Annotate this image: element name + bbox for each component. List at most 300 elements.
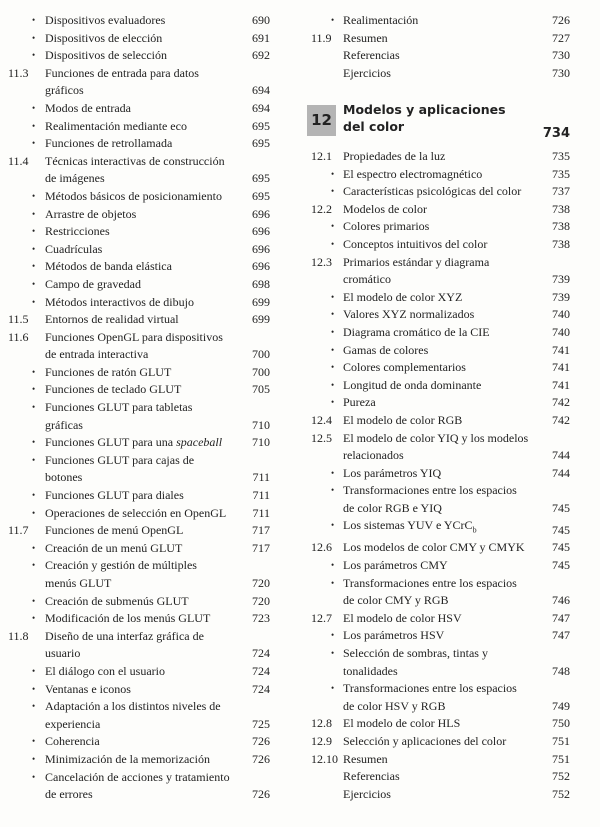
toc-entry[interactable] — [8, 557, 270, 592]
toc-entry[interactable] — [8, 118, 270, 136]
entry-title-line — [45, 452, 270, 470]
toc-entry[interactable] — [8, 681, 270, 699]
toc-entry[interactable] — [311, 786, 570, 804]
section-number: 12.4 — [311, 412, 332, 427]
page-number: 737 — [552, 184, 570, 199]
toc-entry[interactable] — [311, 680, 570, 715]
entry-title-text: Modos de entrada — [45, 100, 131, 115]
toc-entry[interactable] — [8, 223, 270, 241]
bullet-icon: • — [32, 243, 36, 254]
entry-title-text: Entornos de realidad virtual — [45, 312, 179, 327]
entry-title-line — [45, 258, 270, 276]
page-number: 742 — [552, 412, 570, 427]
entry-title-line — [343, 166, 570, 184]
bullet-icon: • — [331, 520, 335, 531]
page-number: 740 — [552, 324, 570, 339]
toc-entry[interactable] — [8, 399, 270, 434]
toc-entry[interactable] — [311, 377, 570, 395]
entry-title — [343, 306, 570, 324]
chapter-number-badge: 12 — [307, 105, 336, 136]
entry-title-line — [343, 715, 570, 733]
page-number: 751 — [552, 733, 570, 748]
bullet-icon: • — [32, 15, 36, 25]
toc-entry[interactable] — [311, 289, 570, 307]
entry-title — [343, 575, 570, 610]
bullet-icon: • — [32, 507, 36, 518]
toc-entry[interactable] — [8, 276, 270, 294]
bullet-icon: • — [32, 384, 36, 395]
entry-title-text: Longitud de onda dominante — [343, 377, 482, 392]
entry-title-line — [343, 733, 570, 751]
entry-title — [343, 557, 570, 575]
toc-entry[interactable] — [8, 434, 270, 452]
entry-title-line — [45, 786, 270, 804]
entry-title-text: Coherencia — [45, 734, 100, 749]
entry-title-text: Funciones GLUT para cajas de — [45, 452, 195, 467]
bullet-icon: • — [32, 138, 36, 149]
toc-section-entry[interactable] — [311, 430, 570, 465]
entry-title — [343, 627, 570, 645]
toc-entry[interactable] — [311, 12, 570, 30]
toc-entry[interactable] — [311, 166, 570, 184]
toc-section-entry[interactable] — [311, 412, 570, 430]
entry-title-text: Funciones de teclado GLUT — [45, 382, 182, 397]
bullet-icon: • — [331, 326, 335, 337]
entry-title-text: de color RGB e YIQ — [343, 500, 442, 515]
page-number: 720 — [252, 576, 270, 590]
entry-title-text: Cuadrículas — [45, 241, 103, 256]
entry-title-line — [343, 575, 570, 593]
entry-title-line — [45, 381, 270, 399]
section-number: 12.9 — [311, 733, 332, 748]
toc-entry[interactable] — [8, 698, 270, 733]
entry-title — [343, 183, 570, 201]
bullet-icon: • — [32, 613, 36, 624]
entry-title-line — [343, 271, 570, 289]
entry-title-text: Referencias — [343, 769, 400, 784]
page-number: 739 — [552, 272, 570, 287]
page-number: 723 — [252, 611, 270, 626]
entry-title-line — [45, 522, 270, 540]
toc-entry[interactable] — [311, 465, 570, 483]
bullet-icon: • — [331, 15, 335, 25]
page-number: 696 — [252, 241, 270, 256]
entry-title-line — [45, 399, 270, 417]
section-number: 12.5 — [311, 430, 332, 445]
entry-title-text: Dispositivos de elección — [45, 30, 163, 45]
bullet-icon: • — [32, 120, 36, 131]
page-number: 710 — [252, 435, 270, 450]
toc-entry[interactable] — [311, 557, 570, 575]
page-number: 752 — [552, 769, 570, 784]
entry-title — [45, 698, 270, 733]
toc-entry[interactable] — [8, 505, 270, 523]
toc-entry[interactable] — [8, 381, 270, 399]
toc-entry[interactable] — [311, 342, 570, 360]
toc-entry[interactable] — [311, 645, 570, 680]
toc-entry[interactable] — [8, 452, 270, 487]
entry-title — [45, 153, 270, 188]
entry-title-line — [45, 417, 270, 435]
entry-title — [45, 487, 270, 505]
bullet-icon: • — [32, 683, 36, 694]
entry-title — [343, 465, 570, 483]
page-number: 741 — [552, 377, 570, 392]
toc-section-entry[interactable] — [311, 201, 570, 219]
entry-title-line — [343, 359, 570, 377]
toc-entry[interactable] — [311, 183, 570, 201]
toc-section-entry[interactable] — [311, 254, 570, 289]
section-number: 12.8 — [311, 716, 332, 731]
toc-section-entry[interactable] — [311, 148, 570, 166]
entry-title — [45, 12, 270, 30]
page-number: 730 — [552, 65, 570, 80]
entry-title — [343, 610, 570, 628]
entry-title — [343, 289, 570, 307]
entry-title-line — [343, 680, 570, 698]
page-number: 735 — [552, 149, 570, 163]
page-number: 720 — [252, 593, 270, 608]
entry-title-line — [343, 465, 570, 483]
entry-title-text: experiencia — [45, 716, 101, 731]
entry-title-line — [45, 769, 270, 787]
bullet-icon: • — [32, 278, 36, 289]
entry-title-line — [343, 12, 570, 30]
bullet-icon: • — [331, 397, 335, 408]
section-number: 11.7 — [8, 523, 29, 538]
page-number: 747 — [552, 628, 570, 643]
toc-entry[interactable] — [311, 324, 570, 342]
entry-title-text: relacionados — [343, 448, 404, 463]
page-number: 696 — [252, 206, 270, 221]
entry-title-line — [343, 65, 570, 83]
entry-title-line — [45, 346, 270, 364]
entry-title-line — [45, 505, 270, 523]
toc-section-entry[interactable] — [311, 610, 570, 628]
page-number: 694 — [252, 100, 270, 115]
toc-entry[interactable] — [8, 30, 270, 48]
page-number: 717 — [252, 540, 270, 555]
entry-title — [45, 188, 270, 206]
chapter-heading[interactable] — [307, 102, 570, 141]
toc-section-entry[interactable] — [8, 153, 270, 188]
toc-entry[interactable] — [8, 663, 270, 681]
page-number: 751 — [552, 751, 570, 766]
page-number: 750 — [552, 716, 570, 731]
entry-title — [45, 681, 270, 699]
entry-title — [45, 663, 270, 681]
bullet-icon: • — [32, 753, 36, 764]
entry-title-subscript: b — [472, 525, 477, 535]
entry-title-text: Transformaciones entre los espacios — [343, 681, 517, 696]
toc-entry[interactable] — [311, 394, 570, 412]
bullet-icon: • — [32, 226, 36, 237]
entry-title-text: Funciones de ratón GLUT — [45, 364, 172, 379]
bullet-icon: • — [331, 238, 335, 249]
entry-title — [343, 645, 570, 680]
bullet-icon: • — [331, 467, 335, 478]
entry-title — [45, 522, 270, 540]
bullet-icon: • — [331, 309, 335, 320]
toc-entry[interactable] — [311, 47, 570, 65]
page-number: 695 — [252, 171, 270, 186]
entry-title-text: Transformaciones entre los espacios — [343, 483, 517, 498]
entry-title — [45, 118, 270, 136]
entry-title — [343, 751, 570, 769]
entry-title — [45, 733, 270, 751]
toc-entry[interactable] — [311, 768, 570, 786]
chapter-title-line: Modelos y aplicaciones — [343, 102, 506, 117]
entry-title-line — [45, 681, 270, 699]
toc-section-entry[interactable] — [8, 522, 270, 540]
bullet-icon: • — [331, 362, 335, 373]
page-number: 711 — [252, 488, 270, 503]
toc-entry[interactable] — [8, 540, 270, 558]
entry-title — [45, 65, 270, 100]
entry-title-line — [45, 135, 270, 153]
page-number: 726 — [252, 787, 270, 802]
toc-entry[interactable] — [311, 575, 570, 610]
page-number: 695 — [252, 136, 270, 151]
page-number: 738 — [552, 236, 570, 251]
toc-entry[interactable] — [8, 593, 270, 611]
toc-entry[interactable] — [8, 364, 270, 382]
entry-title — [343, 517, 570, 539]
entry-title — [45, 100, 270, 118]
entry-title-text: Funciones GLUT para una — [45, 435, 177, 450]
entry-title-line — [45, 188, 270, 206]
entry-title — [45, 452, 270, 487]
entry-title-line — [343, 539, 570, 557]
entry-title — [45, 135, 270, 153]
bullet-icon: • — [32, 296, 36, 307]
bullet-icon: • — [331, 577, 335, 588]
entry-title-line — [45, 12, 270, 30]
bullet-icon: • — [32, 490, 36, 501]
entry-title-text: Diagrama cromático de la CIE — [343, 324, 490, 339]
bullet-icon: • — [32, 595, 36, 606]
entry-title-text: tonalidades — [343, 663, 398, 678]
entry-title-line — [45, 751, 270, 769]
page-number: 746 — [552, 593, 570, 608]
toc-entry[interactable] — [8, 294, 270, 312]
entry-title-text: Funciones de menú OpenGL — [45, 523, 184, 538]
entry-title — [343, 733, 570, 751]
entry-title-text: Dispositivos de selección — [45, 48, 167, 63]
page-number: 730 — [552, 48, 570, 63]
toc-entry[interactable] — [8, 206, 270, 224]
page-number: 724 — [252, 646, 270, 661]
bullet-icon: • — [331, 291, 335, 302]
entry-title-text: Propiedades de la luz — [343, 149, 446, 163]
toc-section-entry[interactable] — [311, 751, 570, 769]
entry-title — [343, 12, 570, 30]
entry-title — [45, 311, 270, 329]
entry-title-line — [343, 627, 570, 645]
entry-title — [343, 47, 570, 65]
section-number: 11.6 — [8, 329, 29, 344]
entry-title-line — [343, 645, 570, 663]
bullet-icon: • — [331, 648, 335, 659]
entry-title — [343, 166, 570, 184]
toc-entry[interactable] — [311, 218, 570, 236]
entry-title-text: Resumen — [343, 30, 388, 45]
toc-entry[interactable] — [8, 100, 270, 118]
toc-entry[interactable] — [8, 12, 270, 30]
entry-title-line — [343, 306, 570, 324]
bullet-icon: • — [331, 221, 335, 232]
toc-entry[interactable] — [311, 482, 570, 517]
toc-entry[interactable] — [311, 517, 570, 539]
section-number: 11.9 — [311, 30, 332, 45]
page-number: 740 — [552, 307, 570, 322]
entry-title — [45, 241, 270, 259]
page-number: 724 — [252, 663, 270, 678]
toc-section-entry[interactable] — [8, 311, 270, 329]
entry-title-text: Cancelación de acciones y tratamiento — [45, 769, 230, 784]
section-number: 12.10 — [311, 751, 338, 766]
page-number: 747 — [552, 610, 570, 625]
entry-title-line — [45, 610, 270, 628]
page-number: 745 — [552, 540, 570, 555]
page-number: 745 — [552, 558, 570, 573]
page-number: 695 — [252, 118, 270, 133]
entry-title-text: Adaptación a los distintos niveles de — [45, 699, 221, 714]
entry-title-line — [343, 394, 570, 412]
entry-title-text: Ejercicios — [343, 786, 391, 801]
toc-entry[interactable] — [311, 306, 570, 324]
toc-entry[interactable] — [8, 751, 270, 769]
entry-title — [343, 254, 570, 289]
toc-section-entry[interactable] — [311, 733, 570, 751]
entry-title-text: de imágenes — [45, 171, 105, 186]
entry-title-line — [343, 610, 570, 628]
toc-entry[interactable] — [8, 47, 270, 65]
page-number: 724 — [252, 681, 270, 696]
page-number: 691 — [252, 30, 270, 45]
toc-entry[interactable] — [8, 487, 270, 505]
page-number: 711 — [252, 470, 270, 485]
bullet-icon: • — [331, 630, 335, 641]
entry-title — [45, 628, 270, 663]
page-number: 745 — [552, 522, 570, 537]
entry-title-line — [45, 294, 270, 312]
entry-title — [343, 430, 570, 465]
toc-section-entry[interactable] — [311, 30, 570, 48]
entry-title-text: El diálogo con el usuario — [45, 663, 165, 678]
bullet-icon: • — [32, 560, 36, 571]
toc-section-entry[interactable] — [8, 329, 270, 364]
entry-title-line — [343, 183, 570, 201]
page-number: 744 — [552, 465, 570, 480]
entry-title-text: Funciones de retrollamada — [45, 136, 173, 151]
toc-entry[interactable] — [8, 733, 270, 751]
entry-title-line — [45, 540, 270, 558]
toc-entry[interactable] — [311, 65, 570, 83]
entry-title-text: Funciones GLUT para tabletas — [45, 400, 193, 415]
entry-title — [343, 482, 570, 517]
entry-title — [343, 786, 570, 804]
toc-right-column-bottom — [311, 148, 570, 803]
entry-title — [45, 329, 270, 364]
toc-entry[interactable] — [8, 188, 270, 206]
entry-title-line — [45, 663, 270, 681]
entry-title-line — [343, 751, 570, 769]
bullet-icon: • — [331, 168, 335, 179]
bullet-icon: • — [331, 344, 335, 355]
toc-section-entry[interactable] — [311, 715, 570, 733]
toc-right-column-top — [311, 12, 570, 82]
toc-entry[interactable] — [8, 769, 270, 804]
entry-title-line — [343, 500, 570, 518]
entry-title-text: Los modelos de color CMY y CMYK — [343, 540, 525, 555]
toc-entry[interactable] — [8, 610, 270, 628]
entry-title-text: Colores primarios — [343, 219, 430, 234]
entry-title — [45, 540, 270, 558]
entry-title-text: Restricciones — [45, 224, 110, 239]
toc-section-entry[interactable] — [8, 65, 270, 100]
entry-title-line — [45, 329, 270, 347]
entry-title-line — [343, 663, 570, 681]
toc-section-entry[interactable] — [8, 628, 270, 663]
entry-title-text: Ejercicios — [343, 65, 391, 80]
bullet-icon: • — [32, 32, 36, 43]
page-number: 705 — [252, 382, 270, 397]
bullet-icon: • — [32, 771, 36, 782]
entry-title — [45, 769, 270, 804]
toc-section-entry[interactable] — [311, 539, 570, 557]
chapter-page: 734 — [542, 126, 570, 141]
toc-entry[interactable] — [8, 135, 270, 153]
entry-title-line — [343, 482, 570, 500]
entry-title-text: Los sistemas YUV e YCrC — [343, 518, 473, 533]
bullet-icon: • — [32, 402, 36, 413]
entry-title-text: menús GLUT — [45, 576, 112, 590]
entry-title — [343, 394, 570, 412]
entry-title-text: Minimización de la memorización — [45, 751, 210, 766]
page-number: 696 — [252, 224, 270, 239]
toc-entry[interactable] — [8, 258, 270, 276]
section-number: 11.8 — [8, 628, 29, 643]
entry-title-line — [343, 430, 570, 448]
bullet-icon: • — [32, 261, 36, 272]
entry-title-line — [343, 254, 570, 272]
page-number: 742 — [552, 395, 570, 410]
entry-title-text: de color HSV y RGB — [343, 698, 446, 713]
entry-title-text: Funciones GLUT para diales — [45, 488, 184, 503]
entry-title-text: Operaciones de selección en OpenGL — [45, 505, 227, 520]
page-number: 700 — [252, 364, 270, 379]
toc-entry[interactable] — [311, 236, 570, 254]
entry-title-text: Los parámetros CMY — [343, 558, 448, 573]
entry-title-text: Valores XYZ normalizados — [343, 307, 475, 322]
entry-title — [343, 342, 570, 360]
bullet-icon: • — [32, 50, 36, 61]
entry-title-text: Técnicas interactivas de construcción — [45, 153, 225, 168]
entry-title-line — [45, 30, 270, 48]
page-number: 726 — [552, 13, 570, 27]
page-number: 738 — [552, 219, 570, 234]
entry-title — [343, 65, 570, 83]
toc-entry[interactable] — [311, 359, 570, 377]
entry-title-line — [343, 557, 570, 575]
entry-title-line — [343, 768, 570, 786]
page-number: 727 — [552, 30, 570, 45]
entry-title-line — [343, 592, 570, 610]
entry-title-text: Métodos básicos de posicionamiento — [45, 188, 222, 203]
toc-entry[interactable] — [8, 241, 270, 259]
toc-entry[interactable] — [311, 627, 570, 645]
